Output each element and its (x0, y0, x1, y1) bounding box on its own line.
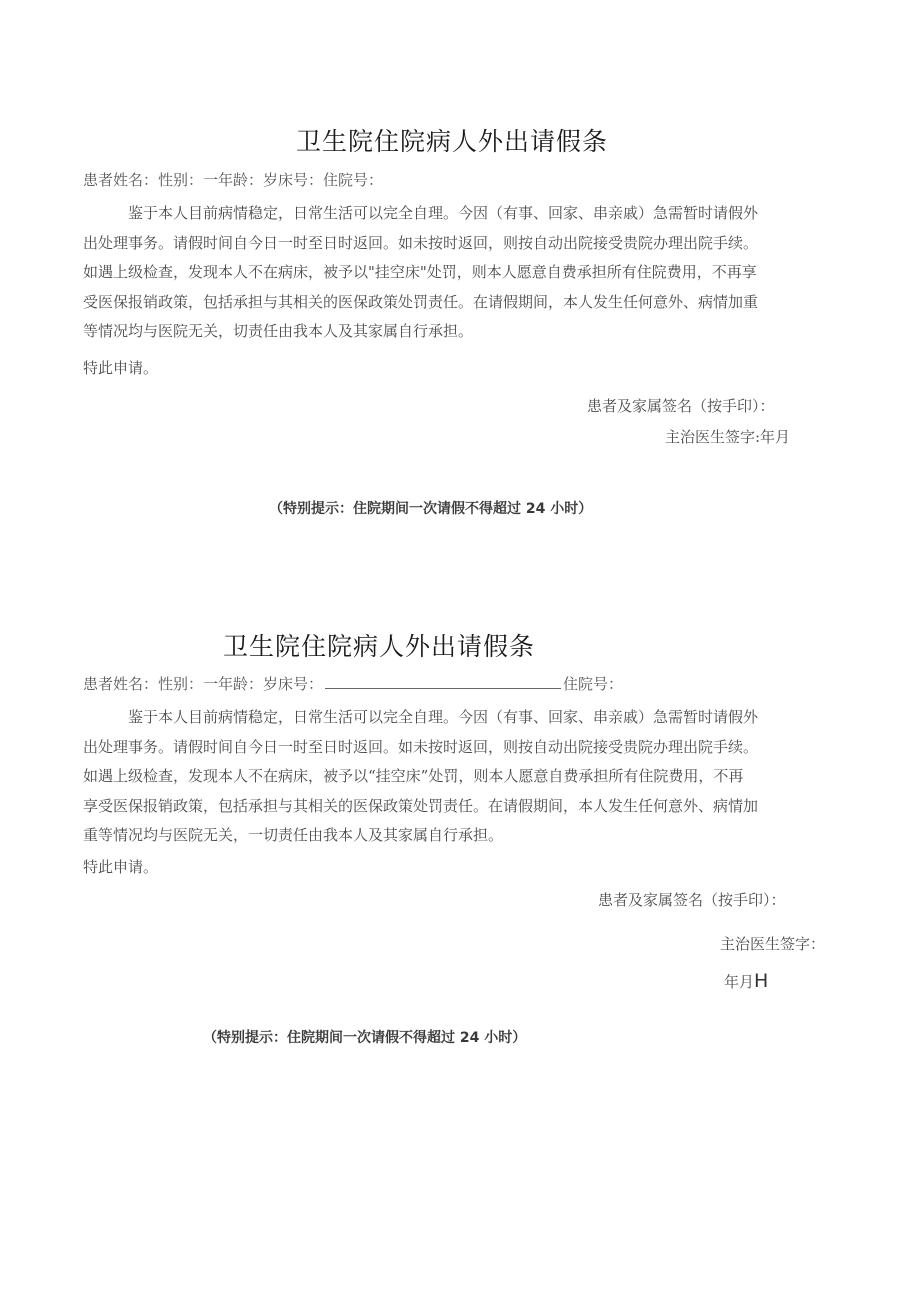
form2-admission-number-label: 住院号： (563, 675, 624, 693)
form2-date-day: H (754, 970, 769, 992)
form2-body-line: 鉴于本人目前病情稳定，日常生活可以完全自理。今因（有事、回家、串亲戚）急需暂时请假外 (128, 708, 759, 726)
form1-body-line: 等情况均与医院无关，切责任由我本人及其家属自行承担。 (83, 322, 474, 340)
form1-body-line: 受医保报销政策，包括承担与其相关的医保政策处罚责任。在请假期间，本人发生任何意外、病情加重 (83, 292, 759, 311)
form2-body-paragraph (83, 703, 843, 851)
form1-patient-signature-label: 患者及家属签名（按手印）： (587, 397, 775, 415)
form1-title: 卫生院住院病人外出请假条 (296, 127, 609, 156)
form2-patient-signature-label: 患者及家属签名（按手印）： (598, 891, 786, 909)
form2-body-line: 出处理事务。请假时间自今日一时至日时返回。如未按时返回，则按自动出院接受贵院办理出院手续。 (83, 737, 759, 756)
form1-closing: 特此申请。 (83, 359, 159, 377)
form2-bed-number-blank[interactable] (325, 676, 561, 689)
form2-date-line (724, 970, 768, 992)
form1-doctor-signature-label: 主治医生签字:年月 (665, 428, 791, 446)
form1-special-hint: （特别提示：住院期间一次请假不得超过 24 小时） (269, 501, 593, 517)
form2-date-prefix: 年月 (724, 973, 755, 991)
form2-closing: 特此申请。 (83, 858, 159, 876)
form2-patient-info-line (83, 673, 623, 694)
form2-doctor-signature-label: 主治医生签字： (720, 935, 826, 953)
form2-special-hint: （特别提示：住院期间一次请假不得超过 24 小时） (203, 1030, 527, 1046)
form2-body-line: 享受医保报销政策，包括承担与其相关的医保政策处罚责任。在请假期间，本人发生任何意外、病情加 (83, 796, 759, 815)
form2-body-line: 重等情况均与医院无关，一切责任由我本人及其家属自行承担。 (83, 826, 504, 844)
form1-patient-info-line: 患者姓名：性别：一年龄：岁床号：住院号： (83, 171, 384, 189)
form2-title: 卫生院住院病人外出请假条 (223, 632, 536, 661)
form2-patient-info-prefix: 患者姓名：性别：一年龄：岁床号： (83, 675, 324, 693)
form1-body-line: 如遇上级检查，发现本人不在病床，被予以"挂空床"处罚，则本人愿意自费承担所有住院费用，不再享 (83, 263, 757, 281)
form1-body-line: 出处理事务。请假时间自今日一时至日时返回。如未按时返回，则按自动出院接受贵院办理出院手续。 (83, 233, 759, 252)
form1-body-line: 鉴于本人目前病情稳定，日常生活可以完全自理。今因（有事、回家、串亲戚）急需暂时请假外 (128, 204, 759, 222)
form1-body-paragraph (83, 199, 843, 347)
form2-body-line: 如遇上级检查，发现本人不在病床，被予以“挂空床”处罚，则本人愿意自费承担所有住院费用，不再 (83, 767, 744, 785)
